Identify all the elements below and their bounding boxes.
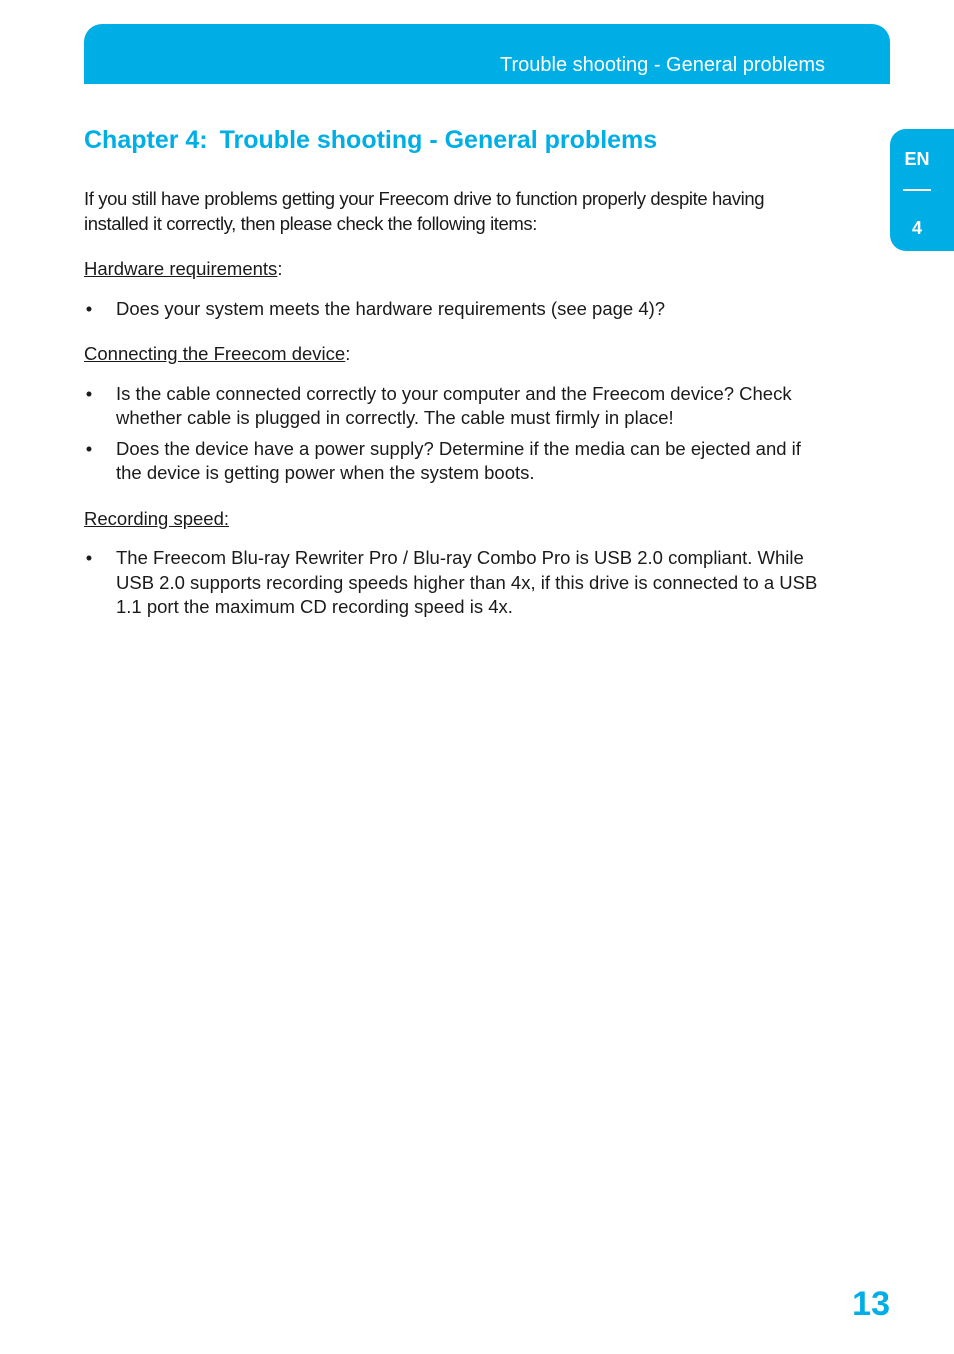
list-item-text: The Freecom Blu-ray Rewriter Pro / Blu-ray Combo Pro is USB 2.0 compliant. While USB 2.0 supports recording speeds higher than 4x, if this drive is connected to a USB 1.1 port the maximum CD recording speed is 4x.: [116, 547, 818, 617]
list-item: [84, 437, 826, 486]
bullet-icon: •: [85, 297, 93, 319]
chapter-title-text: Trouble shooting - General problems: [219, 126, 658, 154]
list-item-text: Is the cable connected correctly to your computer and the Freecom device? Check whether cable is plugged in correctly. The cable must firmly in place!: [116, 382, 792, 428]
section-heading-text: Connecting the Freecom device: [84, 343, 346, 364]
bullet-list-recording: [84, 546, 826, 620]
section-heading-suffix: :: [277, 258, 283, 279]
list-item-text: Does the device have a power supply? Determine if the media can be ejected and if the device is getting power when the system boots.: [116, 437, 801, 483]
intro-paragraph: If you still have problems getting your Freecom drive to function properly despite having installed it correctly, then please check the following items:: [84, 188, 765, 234]
section-heading-hardware: [84, 257, 826, 282]
section-heading-recording: [84, 507, 826, 532]
chapter-label: Chapter 4:: [84, 126, 208, 154]
bullet-icon: •: [85, 382, 93, 404]
list-item: [84, 546, 826, 620]
language-label: EN: [904, 149, 930, 169]
list-item-text: Does your system meets the hardware requirements (see page 4)?: [116, 297, 666, 319]
side-tab: [890, 129, 954, 251]
bullet-icon: •: [85, 437, 93, 459]
list-item: [84, 382, 826, 431]
bullet-list-connecting: [84, 382, 826, 486]
chapter-number: 4: [911, 218, 922, 238]
page-number: 13: [852, 1285, 890, 1323]
header-title: Trouble shooting - General problems: [500, 54, 825, 76]
page-content: [84, 187, 826, 626]
section-heading-text: Recording speed:: [84, 507, 230, 529]
section-heading-suffix: :: [345, 343, 351, 364]
side-tab-divider: [903, 189, 931, 191]
header-bar: [84, 24, 890, 84]
chapter-title: [84, 124, 657, 156]
section-heading-connecting: [84, 342, 826, 367]
bullet-list-hardware: [84, 297, 826, 322]
list-item: [84, 297, 826, 322]
section-heading-text: Hardware requirements: [84, 258, 278, 279]
bullet-icon: •: [85, 547, 93, 568]
